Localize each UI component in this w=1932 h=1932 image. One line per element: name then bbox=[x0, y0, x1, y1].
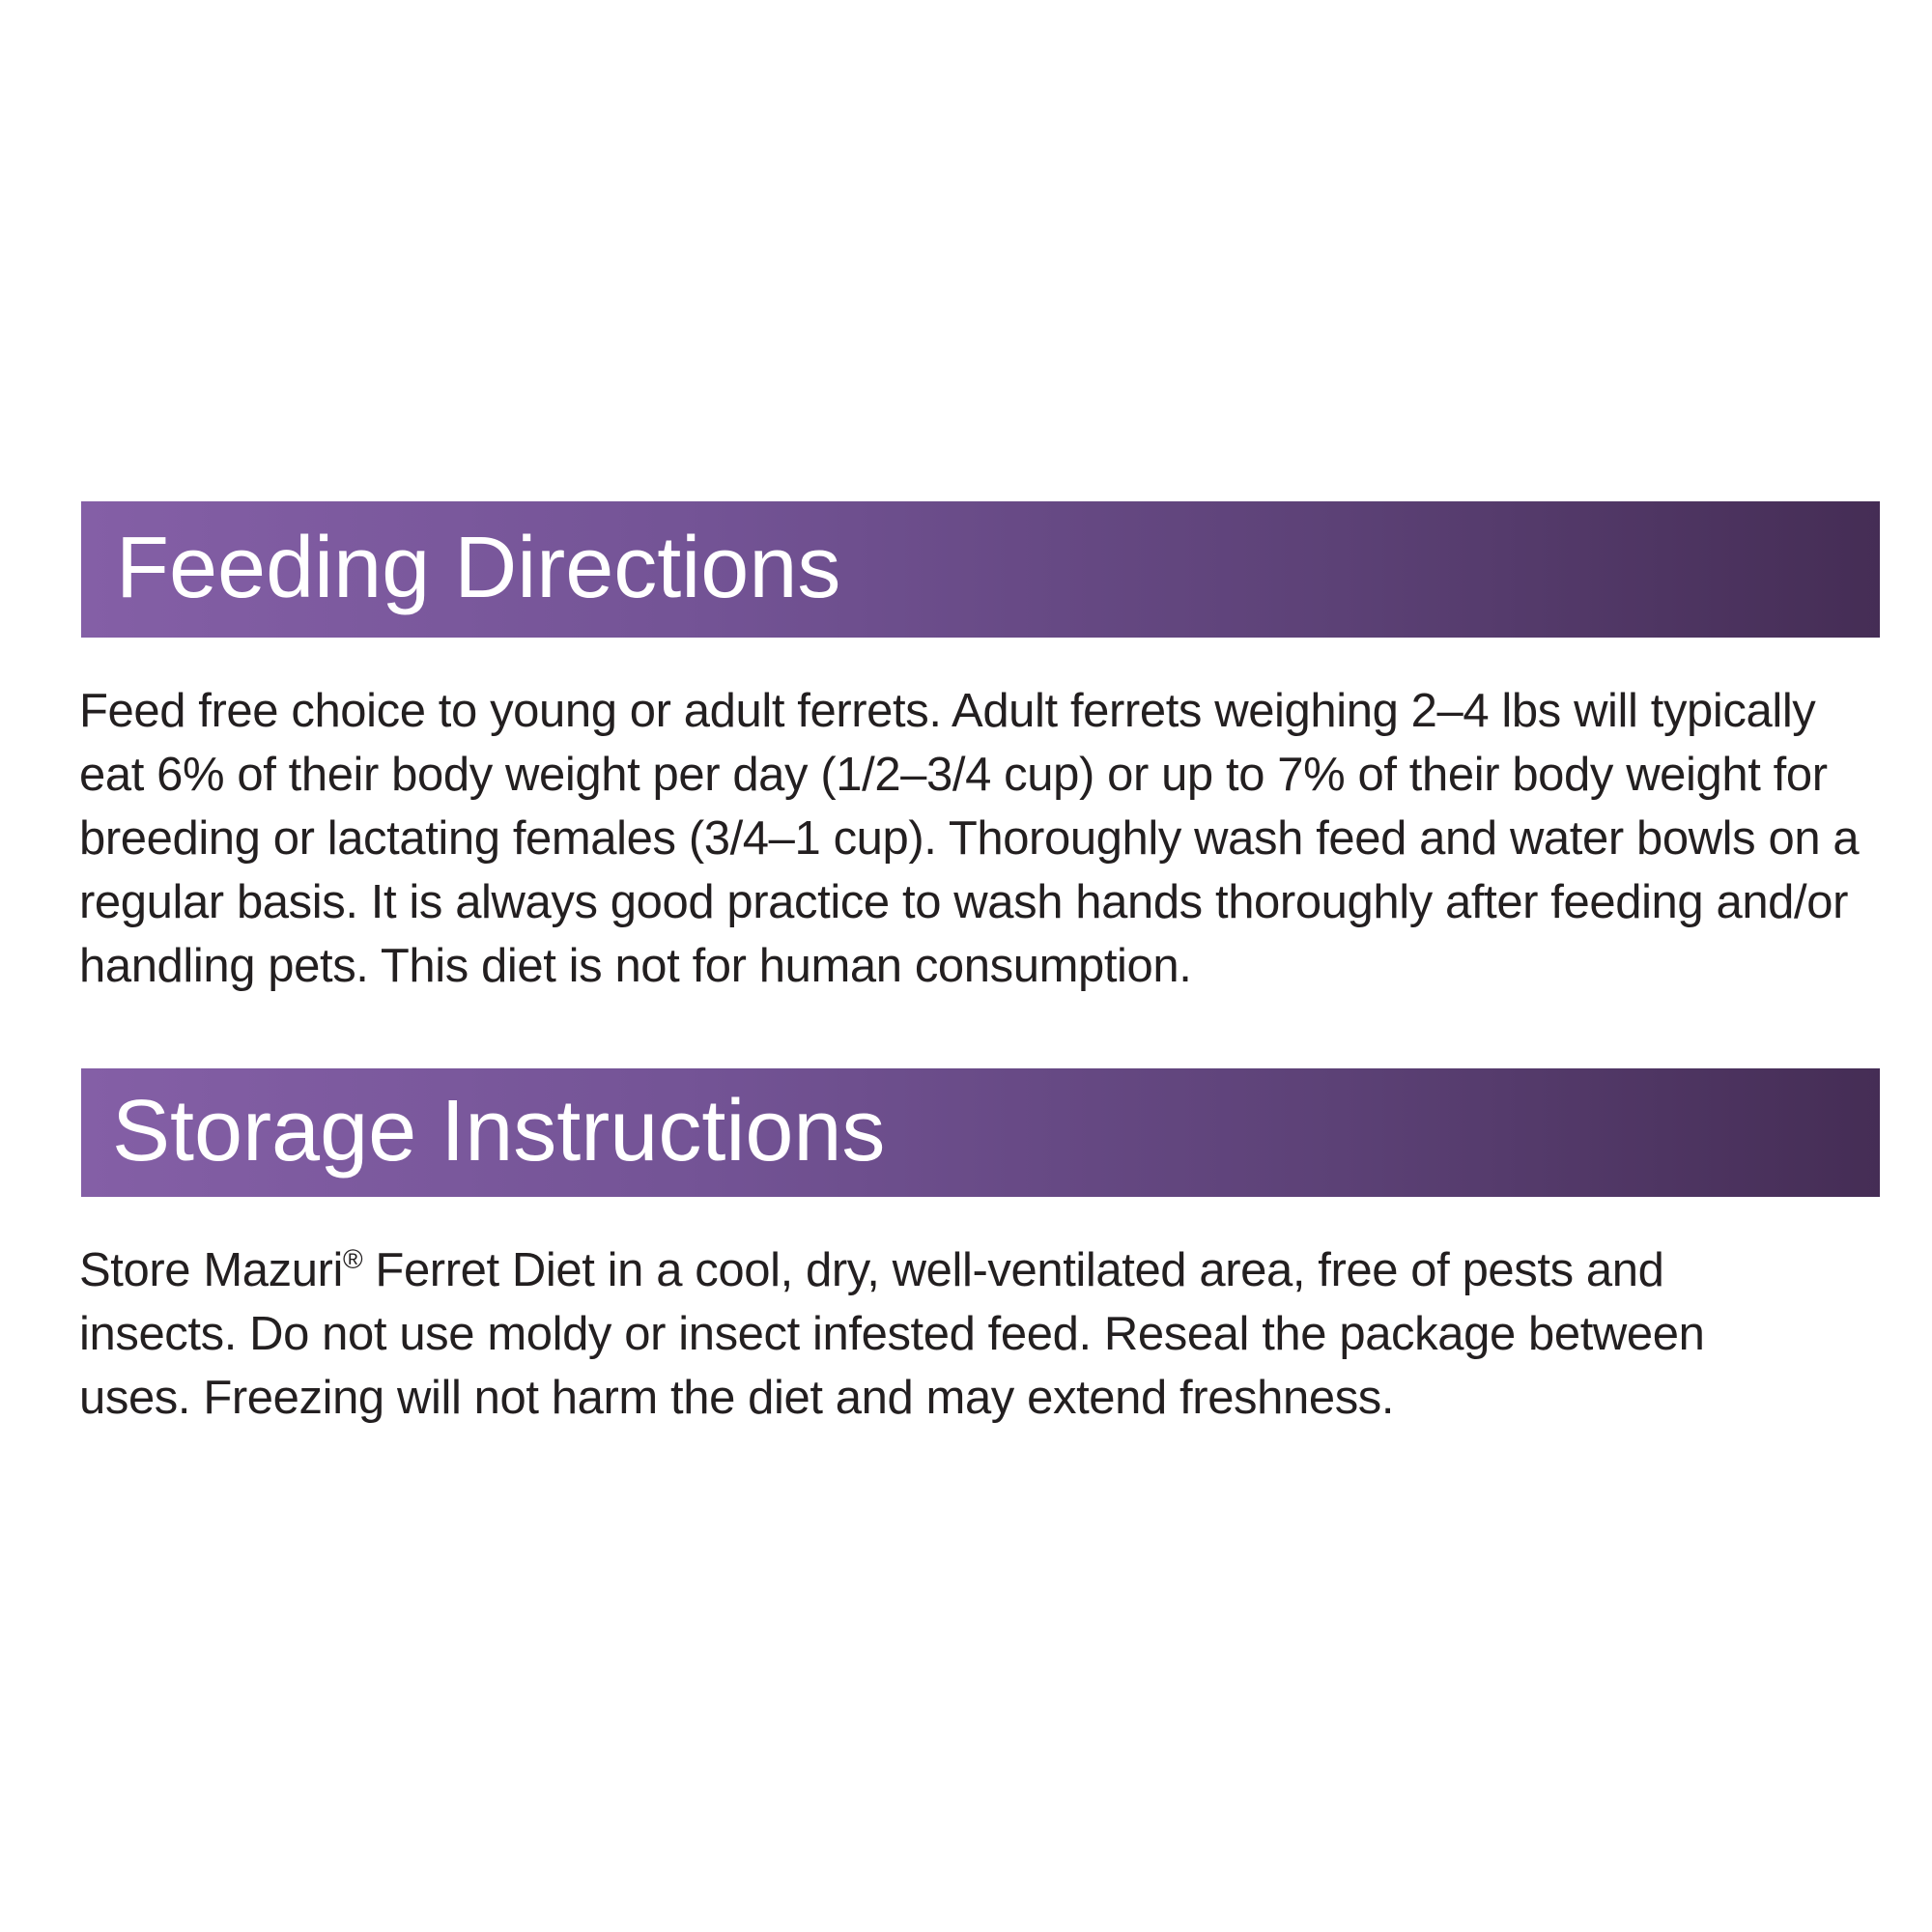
storage-instructions-header bbox=[81, 1068, 1880, 1197]
storage-text-suffix: Ferret Diet in a cool, dry, well-ventilated area, free of pests and insects. Do not use moldy or insect infested feed. Reseal the package between uses. Freezing will not harm the diet and may extend freshness. bbox=[79, 1244, 1705, 1424]
feeding-directions-title: Feeding Directions bbox=[116, 520, 841, 616]
storage-text-prefix: Store Mazuri bbox=[79, 1244, 343, 1296]
registered-mark: ® bbox=[342, 1244, 363, 1274]
storage-instructions-title: Storage Instructions bbox=[112, 1083, 886, 1179]
feeding-directions-text: Feed free choice to young or adult ferrets. Adult ferrets weighing 2–4 lbs will typically eat 6% of their body weight per day (1/2–3/4 cup) or up to 7% of their body weight for breeding or lactating females (3/4–1 cup). Thoroughly wash feed and water bowls on a regular basis. It is always good practice to wash hands thoroughly after feeding and/or handling pets. This diet is not for human consumption. bbox=[79, 685, 1860, 992]
feeding-directions-header bbox=[81, 501, 1880, 638]
storage-instructions-text bbox=[79, 1238, 1818, 1430]
